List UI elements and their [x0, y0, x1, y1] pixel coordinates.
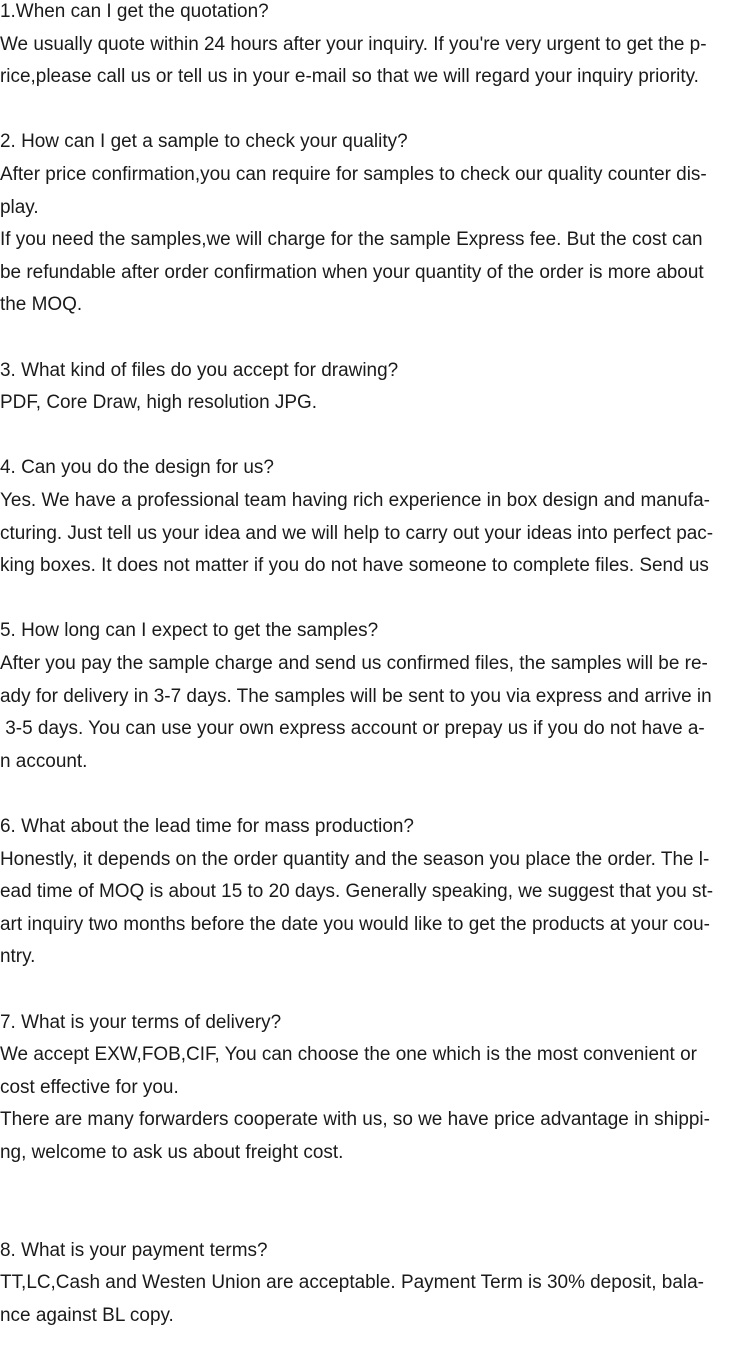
faq-answer-7-line-4: ng, welcome to ask us about freight cost.: [0, 1142, 344, 1163]
faq-answer-5-line-1: After you pay the sample charge and send us confirmed files, the samples will be re-: [0, 653, 708, 674]
faq-answer-7-line-1: We accept EXW,FOB,CIF, You can choose the one which is the most convenient or: [0, 1044, 697, 1066]
faq-answer-4-line-1: Yes. We have a professional team having rich experience in box design and manufa-: [0, 490, 710, 511]
faq-answer-3-line-1: PDF, Core Draw, high resolution JPG.: [0, 392, 318, 414]
faq-question-2: 2. How can I get a sample to check your quality?: [0, 131, 408, 153]
faq-question-8: 8. What is your payment terms?: [0, 1240, 268, 1261]
faq-question-1: 1.When can I get the quotation?: [0, 1, 269, 22]
faq-answer-6-line-4: ntry.: [0, 946, 36, 968]
faq-answer-4-line-3: king boxes. It does not matter if you do not have someone to complete files. Send us: [0, 555, 709, 577]
faq-answer-4-line-2: cturing. Just tell us your idea and we will help to carry out your ideas into perfect pac-: [0, 522, 714, 544]
faq-answer-1-line-2: rice,please call us or tell us in your e-mail so that we will regard your inquiry priority.: [0, 66, 699, 88]
faq-answer-1-line-1: We usually quote within 24 hours after your inquiry. If you're very urgent to get the p-: [0, 33, 707, 55]
faq-answer-8-line-1: TT,LC,Cash and Westen Union are acceptable. Payment Term is 30% deposit, bala-: [0, 1272, 704, 1293]
faq-question-5: 5. How long can I expect to get the samples?: [0, 620, 379, 642]
faq-answer-6-line-1: Honestly, it depends on the order quantity and the season you place the order. The l-: [0, 848, 710, 870]
faq-question-4: 4. Can you do the design for us?: [0, 457, 274, 479]
faq-answer-2-line-4: be refundable after order confirmation when your quantity of the order is more about: [0, 261, 704, 283]
faq-answer-8-line-2: nce against BL copy.: [0, 1304, 174, 1326]
faq-answer-5-line-4: n account.: [0, 750, 88, 772]
faq-answer-2-line-1: After price confirmation,you can require for samples to check our quality counter dis-: [0, 164, 707, 185]
faq-question-6: 6. What about the lead time for mass production?: [0, 816, 414, 837]
faq-answer-2-line-5: the MOQ.: [0, 294, 83, 316]
faq-answer-5-line-3: 3-5 days. You can use your own express account or prepay us if you do not have a-: [0, 718, 705, 740]
faq-answer-7-line-3: There are many forwarders cooperate with us, so we have price advantage in shippi-: [0, 1109, 710, 1131]
faq-answer-5-line-2: ady for delivery in 3-7 days. The samples will be sent to you via express and arrive in: [0, 685, 712, 707]
faq-answer-2-line-2: play.: [0, 196, 39, 218]
faq-answer-7-line-2: cost effective for you.: [0, 1076, 179, 1098]
faq-answer-6-line-2: ead time of MOQ is about 15 to 20 days. Generally speaking, we suggest that you st-: [0, 881, 714, 903]
faq-answer-6-line-3: art inquiry two months before the date you would like to get the products at your cou-: [0, 913, 710, 935]
faq-question-7: 7. What is your terms of delivery?: [0, 1011, 282, 1033]
faq-answer-2-line-3: If you need the samples,we will charge for the sample Express fee. But the cost can: [0, 229, 703, 251]
faq-question-3: 3. What kind of files do you accept for drawing?: [0, 359, 399, 381]
